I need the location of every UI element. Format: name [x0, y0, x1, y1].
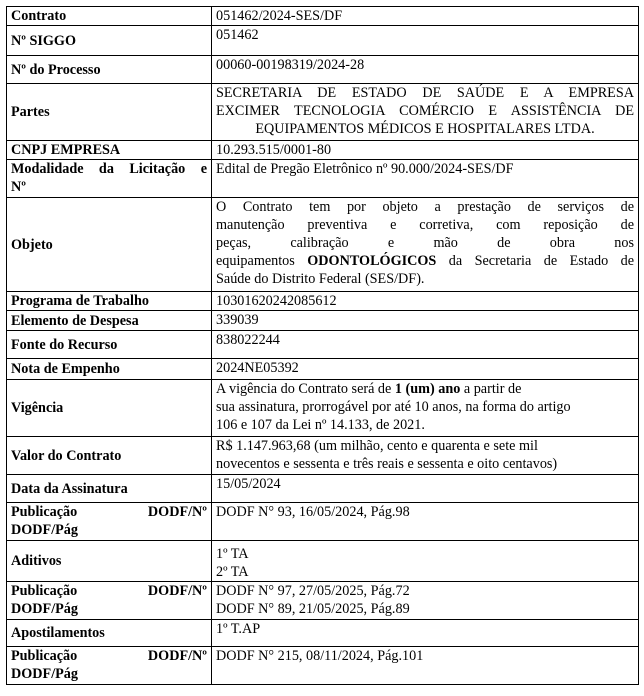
row-value — [212, 582, 639, 620]
objeto-text: da Secretaria de Estado de — [448, 253, 635, 269]
vigencia-highlight: 1 (um) ano — [394, 381, 461, 397]
objeto-highlight: ODONTOLÓGICOS — [307, 253, 437, 269]
row-value: 838022244 — [212, 331, 639, 359]
table-row — [7, 7, 639, 26]
row-value — [212, 380, 639, 437]
objeto-line: peças, calibração e mão de obra nos — [216, 235, 634, 251]
row-value: 051462 — [212, 26, 639, 56]
row-label: Fonte do Recurso — [7, 331, 212, 359]
objeto-line: Saúde do Distrito Federal (SES/DF). — [216, 271, 425, 287]
table-row — [7, 56, 639, 84]
partes-line: EQUIPAMENTOS MÉDICOS E HOSPITALARES LTDA. — [255, 121, 595, 137]
label-line: DODF/Pág — [11, 601, 78, 617]
row-value — [212, 437, 639, 475]
row-value: 10301620242085612 — [212, 292, 639, 311]
table-row — [7, 331, 639, 359]
table-row — [7, 541, 639, 582]
vigencia-text: a partir de — [463, 381, 522, 397]
label-line: Publicação DODF/Nº — [11, 648, 207, 664]
table-row — [7, 198, 639, 292]
row-label: Programa de Trabalho — [7, 292, 212, 311]
partes-line: SECRETARIA DE ESTADO DE SAÚDE E A EMPRESA — [216, 85, 634, 101]
table-row — [7, 359, 639, 380]
vigencia-line: 106 e 107 da Lei nº 14.133, de 2021. — [216, 417, 425, 433]
row-label: Elemento de Despesa — [7, 311, 212, 331]
row-value: 00060-00198319/2024-28 — [212, 56, 639, 84]
table-row — [7, 380, 639, 437]
label-line: Publicação DODF/Nº — [11, 504, 207, 520]
label-line: Modalidade da Licitação e — [11, 161, 207, 177]
vigencia-line: sua assinatura, prorrogável por até 10 anos, na forma do artigo — [216, 399, 571, 415]
contract-info-table — [6, 6, 639, 685]
row-value — [212, 84, 639, 141]
row-label: Valor do Contrato — [7, 437, 212, 475]
table-row — [7, 437, 639, 475]
publicacao-line: DODF N° 97, 27/05/2025, Pág.72 — [216, 583, 410, 599]
row-value: 10.293.515/0001-80 — [212, 141, 639, 160]
vigencia-text: A vigência do Contrato será de — [216, 381, 392, 397]
row-value: 15/05/2024 — [212, 475, 639, 503]
row-value: DODF N° 93, 16/05/2024, Pág.98 — [212, 503, 639, 541]
row-label — [7, 503, 212, 541]
publicacao-line: DODF N° 89, 21/05/2025, Pág.89 — [216, 601, 410, 617]
row-label: Contrato — [7, 7, 212, 26]
row-label: Aditivos — [7, 541, 212, 582]
vigencia-line — [216, 380, 634, 398]
row-value: 2024NE05392 — [212, 359, 639, 380]
label-line: Nº — [11, 179, 26, 195]
row-label: Data da Assinatura — [7, 475, 212, 503]
label-line: DODF/Pág — [11, 666, 78, 682]
aditivo-item: 1º TA — [216, 546, 249, 562]
row-label: Nº SIGGO — [7, 26, 212, 56]
aditivo-item: 2º TA — [216, 564, 249, 580]
row-label: Nota de Empenho — [7, 359, 212, 380]
objeto-line — [216, 252, 634, 270]
label-line: DODF/Pág — [11, 522, 78, 538]
valor-line: R$ 1.147.963,68 (um milhão, cento e quarenta e sete mil — [216, 438, 538, 454]
table-row — [7, 647, 639, 685]
row-label — [7, 160, 212, 198]
table-row — [7, 582, 639, 620]
row-label: Objeto — [7, 198, 212, 292]
row-value: DODF N° 215, 08/11/2024, Pág.101 — [212, 647, 639, 685]
row-label: Vigência — [7, 380, 212, 437]
label-line: Publicação DODF/Nº — [11, 583, 207, 599]
objeto-line: O Contrato tem por objeto a prestação de serviços de — [216, 199, 634, 215]
row-value: 051462/2024-SES/DF — [212, 7, 639, 26]
row-label — [7, 647, 212, 685]
row-value — [212, 541, 639, 582]
table-row — [7, 620, 639, 647]
table-row — [7, 84, 639, 141]
table-row — [7, 26, 639, 56]
table-row — [7, 503, 639, 541]
row-value — [212, 198, 639, 292]
row-value: 339039 — [212, 311, 639, 331]
valor-line: novecentos e sessenta e três reais e sessenta e oito centavos) — [216, 456, 558, 472]
table-row — [7, 141, 639, 160]
row-label: CNPJ EMPRESA — [7, 141, 212, 160]
row-value: 1º T.AP — [212, 620, 639, 647]
table-row — [7, 292, 639, 311]
table-row — [7, 311, 639, 331]
row-label: Partes — [7, 84, 212, 141]
partes-line: EXCIMER TECNOLOGIA COMÉRCIO E ASSISTÊNCIA DE — [216, 103, 634, 119]
row-value: Edital de Pregão Eletrônico nº 90.000/2024-SES/DF — [212, 160, 639, 198]
row-label: Apostilamentos — [7, 620, 212, 647]
objeto-line: manutenção preventiva e corretiva, com reposição de — [216, 217, 634, 233]
row-label — [7, 582, 212, 620]
table-row — [7, 475, 639, 503]
objeto-text: equipamentos — [216, 253, 295, 269]
table-row — [7, 160, 639, 198]
row-label: Nº do Processo — [7, 56, 212, 84]
